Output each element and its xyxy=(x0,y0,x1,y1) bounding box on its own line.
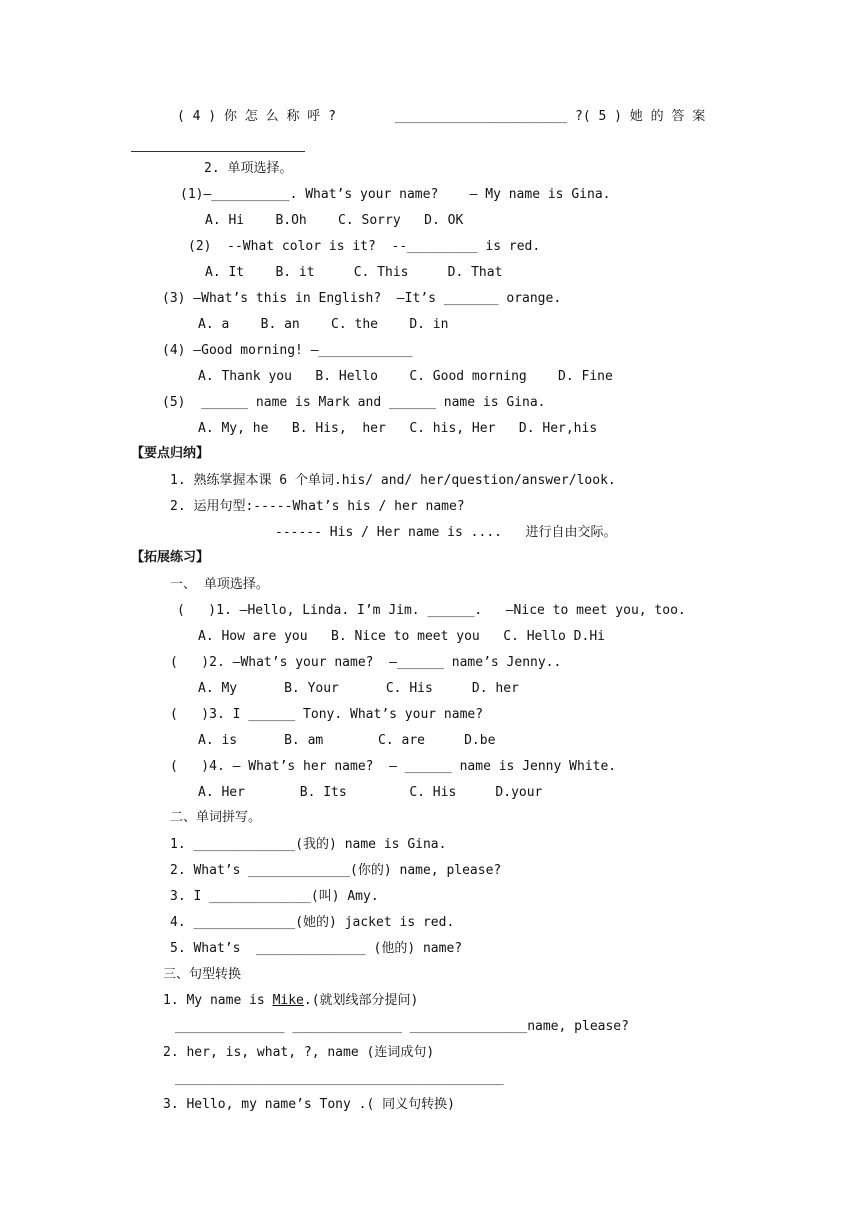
summary-point-1: 1. 熟练掌握本课 6 个单词.his/ and/ her/question/answer/look. xyxy=(170,473,616,488)
choice-q4-options: A. Thank you B. Hello C. Good morning D. Fine xyxy=(198,369,613,384)
spelling-2: 2. What’s _____________(你的) name, please? xyxy=(170,863,502,878)
summary-point-2-cont: ------ His / Her name is .... 进行自由交际。 xyxy=(275,525,617,540)
summary-point-2: 2. 运用句型:-----What’s his / her name? xyxy=(170,499,465,514)
q5-prompt: ?( 5 ) 她 的 答 案 xyxy=(575,109,706,124)
choice-q1-options: A. Hi B.Oh C. Sorry D. OK xyxy=(205,213,464,228)
transform-2: 2. her, is, what, ?, name (连词成句) xyxy=(163,1045,435,1060)
choice-q3: (3) —What’s this in English? —It’s _______ orange. xyxy=(162,291,562,306)
q4-prompt: ( 4 ) 你 怎 么 称 呼 ? xyxy=(177,109,336,124)
ext-q4-options: A. Her B. Its C. His D.your xyxy=(198,785,543,800)
transform-2-answer[interactable]: __________________________________________ xyxy=(175,1071,504,1086)
q5-answer-line[interactable] xyxy=(131,151,305,152)
transform-3: 3. Hello, my name’s Tony .( 同义句转换) xyxy=(163,1097,455,1112)
extension-heading: 【拓展练习】 xyxy=(131,550,210,565)
transform-1-answer[interactable]: ______________ ______________ _______________name, please? xyxy=(175,1019,629,1034)
choice-q5: (5) ______ name is Mark and ______ name is Gina. xyxy=(162,395,546,410)
summary-heading: 【要点归纳】 xyxy=(131,446,210,461)
ext-q3-options: A. is B. am C. are D.be xyxy=(198,733,496,748)
choice-q2: (2) --What color is it? --_________ is red. xyxy=(188,239,541,254)
spelling-1: 1. _____________(我的) name is Gina. xyxy=(170,837,447,852)
ext-q1: ( )1. —Hello, Linda. I’m Jim. ______. —Nice to meet you, too. xyxy=(177,603,686,618)
underlined-word: Mike xyxy=(272,993,304,1008)
spelling-5: 5. What’s ______________ (他的) name? xyxy=(170,941,463,956)
transform-1-prefix: 1. My name is xyxy=(163,993,273,1008)
choice-q3-options: A. a B. an C. the D. in xyxy=(198,317,449,332)
q4-answer-blank[interactable]: ______________________ xyxy=(395,109,568,124)
ext-section-1-title: 一、 单项选择。 xyxy=(170,577,269,592)
ext-q2-options: A. My B. Your C. His D. her xyxy=(198,681,519,696)
spelling-4: 4. _____________(她的) jacket is red. xyxy=(170,915,455,930)
choice-q5-options: A. My, he B. His, her C. his, Her D. Her,his xyxy=(198,421,598,436)
ext-q4: ( )4. — What’s her name? — ______ name is Jenny White. xyxy=(170,759,617,774)
choice-q1: (1)—__________. What’s your name? — My name is Gina. xyxy=(180,187,611,202)
ext-section-3-title: 三、句型转换 xyxy=(163,967,242,982)
choice-q2-options: A. It B. it C. This D. That xyxy=(205,265,503,280)
section-2-title: 2. 单项选择。 xyxy=(204,161,293,176)
transform-1 xyxy=(163,993,418,1009)
choice-q4: (4) —Good morning! —____________ xyxy=(162,343,413,358)
spelling-3: 3. I _____________(叫) Amy. xyxy=(170,889,379,904)
ext-q3: ( )3. I ______ Tony. What’s your name? xyxy=(170,707,484,722)
ext-q1-options: A. How are you B. Nice to meet you C. Hello D.Hi xyxy=(198,629,605,644)
ext-section-2-title: 二、单词拼写。 xyxy=(170,810,262,825)
transform-1-suffix: .(就划线部分提问) xyxy=(303,993,419,1008)
ext-q2: ( )2. —What’s your name? —______ name’s Jenny.. xyxy=(170,655,562,670)
